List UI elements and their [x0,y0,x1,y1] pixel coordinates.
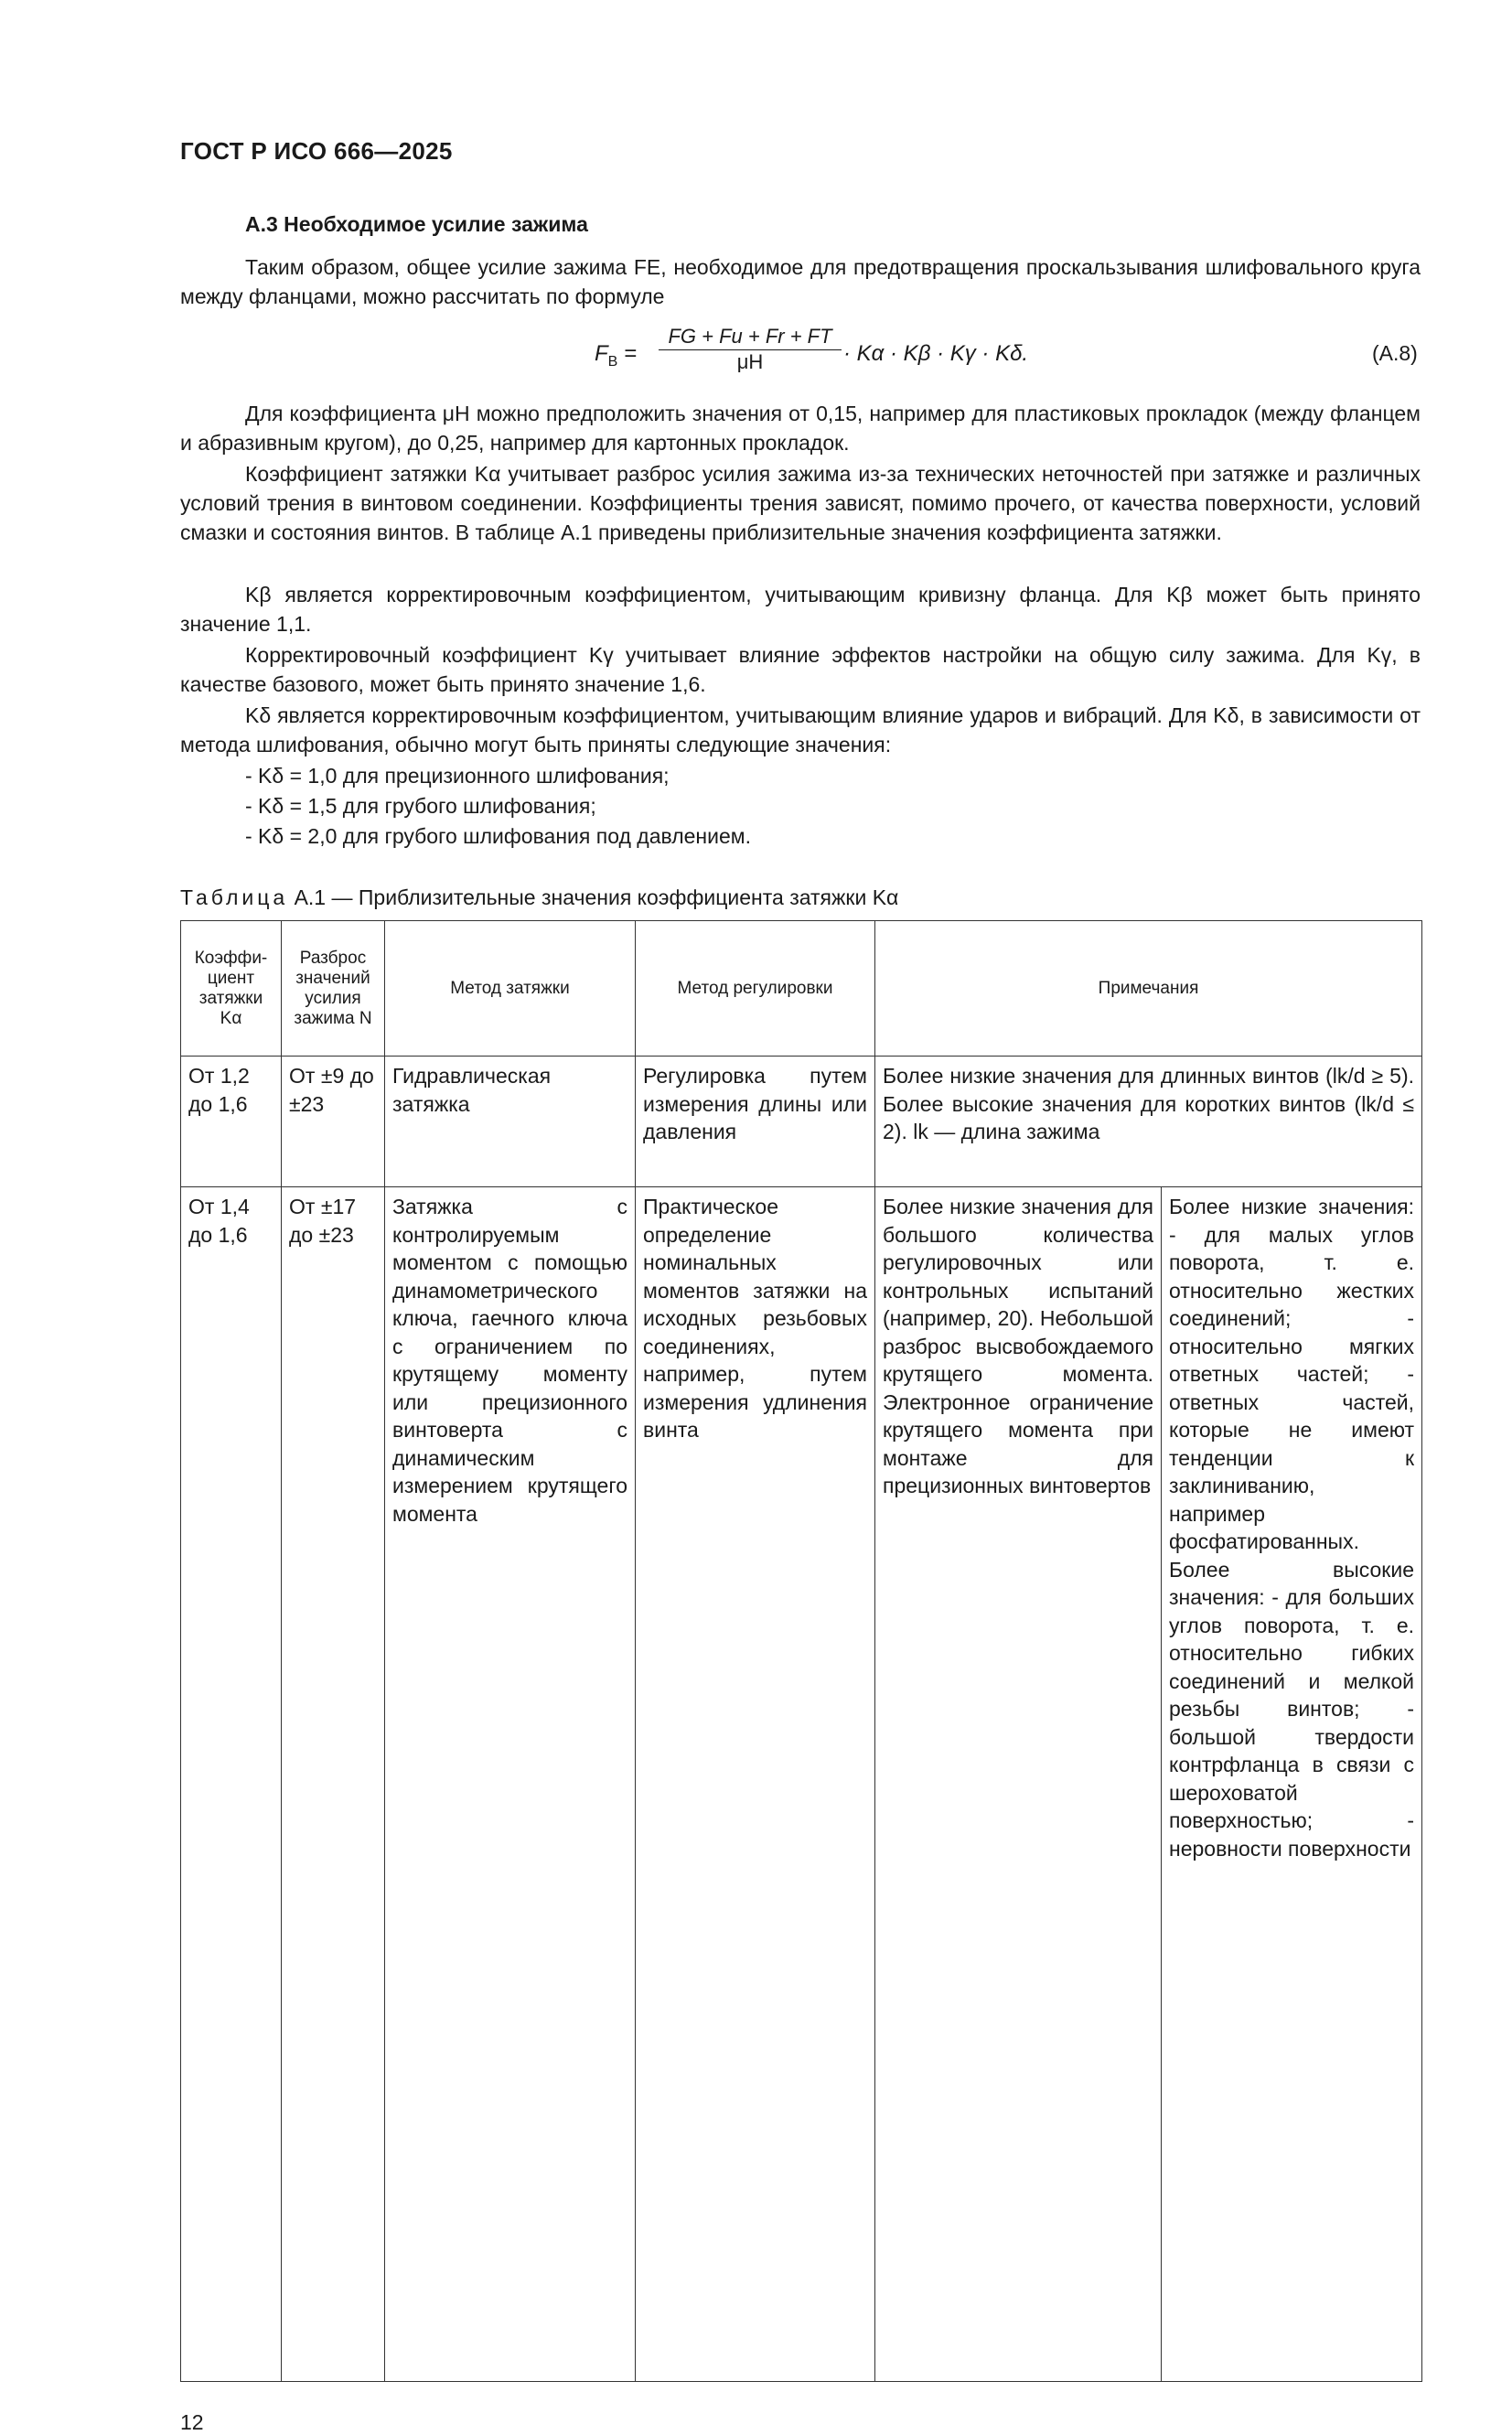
formula-fraction [659,325,842,374]
paragraph-2: Для коэффициента μH можно предположить значения от 0,15, например для пластиковых прокладок (между фланцем и абразивным кругом), до 0,25, например для картонных прокладок. [180,402,1421,455]
table-caption-text: А.1 — Приблизительные значения коэффициента затяжки Kα [294,885,899,909]
list-item: - Kδ = 1,0 для прецизионного шлифования; [245,764,670,788]
header-notes: Примечания [875,921,1422,1057]
paragraph-5: Корректировочный коэффициент Kγ учитывает влияние эффектов настройки на общую силу зажима. Для Kγ, в качестве базового, может быть принято значение 1,6. [180,643,1421,696]
formula-numerator: FG + Fu + Fr + FT [659,325,842,350]
paragraph-6: Kδ является корректировочным коэффициентом, учитывающим влияние ударов и вибраций. Для Kδ, в зависимости от метода шлифования, обычно могут быть приняты следующие значения: [180,703,1421,756]
header-spread: Разброс значений усилия зажима N [282,921,385,1057]
paragraph-1: Таким образом, общее усилие зажима FE, необходимое для предотвращения проскальзывания шлифовального круга между фланцами, можно рассчитать по формуле [180,255,1421,308]
header-tightening-method: Метод затяжки [385,921,636,1057]
cell-coefficient: От 1,2 до 1,6 [181,1057,282,1187]
cell-adjustment: Практическое определение номинальных моментов затяжки на исходных резьбовых соединениях, например, путем измерения удлинения винта [636,1187,875,2382]
formula-rhs: · Kα · Kβ · Kγ · Kδ. [843,341,1029,366]
table-row [181,1057,1422,1187]
coefficient-table [180,920,1422,2382]
cell-spread: От ±9 до ±23 [282,1057,385,1187]
section-title: А.3 Необходимое усилие зажима [245,212,588,236]
formula-number: (А.8) [1372,341,1418,365]
formula-lhs: $F_B$ = [595,341,638,370]
cell-method: Гидравлическая затяжка [385,1057,636,1187]
table-caption [180,885,898,910]
cell-adjustment: Регулировка путем измерения длины или давления [636,1057,875,1187]
table-row [181,1187,1422,2382]
cell-note-a: Более низкие значения для большого количества регулировочных или контрольных испытаний (например, 20). Небольшой разброс высвобождаемого крутящего момента. Электронное ограничение крутящего момента при монтаже для прецизионных винтовертов [875,1187,1162,2382]
list-item: - Kδ = 2,0 для грубого шлифования под давлением. [245,824,751,848]
header-coefficient: Коэффи-циент затяжки Kα [181,921,282,1057]
cell-coefficient: От 1,4 до 1,6 [181,1187,282,2382]
cell-spread: От ±17 до ±23 [282,1187,385,2382]
page-number: 12 [180,2410,204,2434]
cell-note-b: Более низкие значения: - для малых углов поворота, т. е. относительно жестких соединений; - относительно мягких ответных частей; - ответных частей, которые не имеют тенденции к заклиниванию, например фосфатированных. Более высокие значения: - для больших углов поворота, т. е. относительно гибких соединений и мелкой резьбы винтов; - большой твердости контрфланца в связи с шероховатой поверхностью; - неровности поверхности [1162,1187,1422,2382]
formula-a8 [595,325,1418,389]
list-item: - Kδ = 1,5 для грубого шлифования; [245,794,596,818]
cell-method: Затяжка с контролируемым моментом с помощью динамометрического ключа, гаечного ключа с ограничением по крутящему моменту или прецизионного винтоверта с динамическим измерением крутящего момента [385,1187,636,2382]
formula-denominator: μH [736,350,764,373]
paragraph-4: Kβ является корректировочным коэффициентом, учитывающим кривизну фланца. Для Kβ может быть принято значение 1,1. [180,583,1421,636]
header-adjustment-method: Метод регулировки [636,921,875,1057]
paragraph-3: Коэффициент затяжки Kα учитывает разброс усилия зажима из-за технических неточностей при затяжке и различных условий трения в винтовом соединении. Коэффициенты трения зависят, помимо прочего, от качества поверхности, условий смазки и состояния винтов. В таблице А.1 приведены приблизительные значения коэффициента затяжки. [180,462,1421,544]
table-caption-prefix: Таблица [180,885,289,909]
cell-note: Более низкие значения для длинных винтов (lk/d ≥ 5). Более высокие значения для коротких винтов (lk/d ≤ 2). lk — длина зажима [875,1057,1422,1187]
document-id: ГОСТ Р ИСО 666—2025 [180,137,453,165]
